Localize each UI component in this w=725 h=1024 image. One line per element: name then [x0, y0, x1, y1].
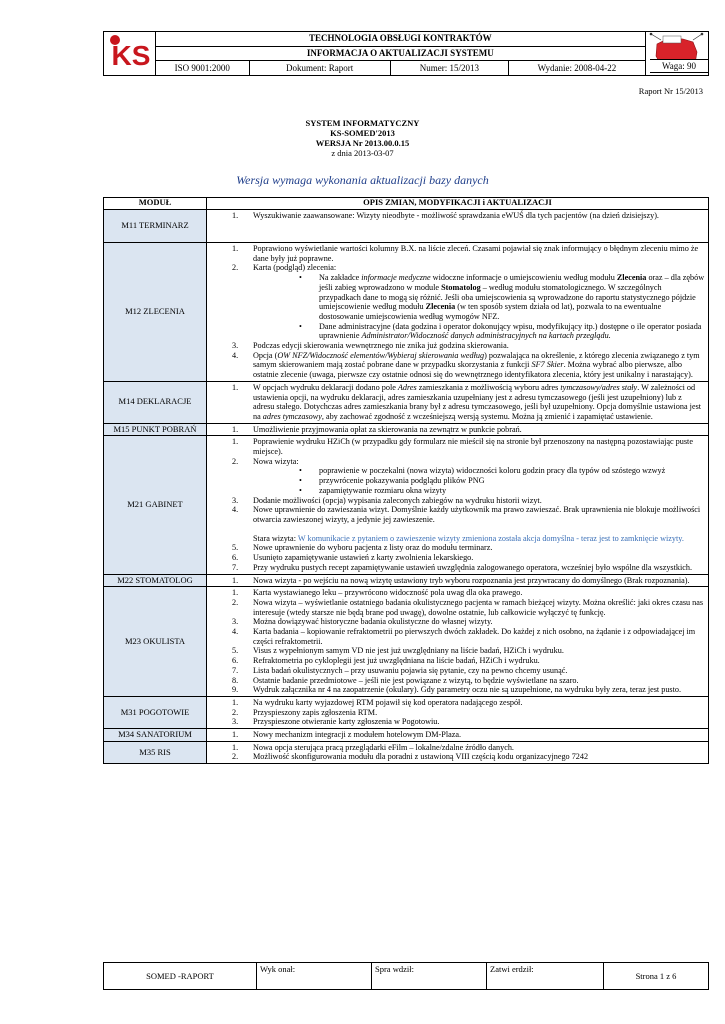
ks-logo-icon: [107, 32, 152, 72]
list-item: 7. Lista badań okulistycznych – przy usuwaniu pojawia się pytanie, czy na pewno chcemy usunąć.: [232, 665, 568, 675]
list-item: 2. Przyspieszony zapis zgłoszenia RTM.: [232, 707, 378, 717]
list-item: 6. Refraktometria po cykloplegii jest już uwzględniana na liście badań, HZiCh i wydruku.: [232, 656, 540, 666]
table-header-row: [104, 198, 709, 210]
list-item: 1. Nowa wizyta - po wejściu na nową wizytę ustawiony tryb wyboru rozpoznania jest przywracany do domyślnego (Brak rozpoznania).: [232, 575, 690, 585]
list-item: 3. Podczas edycji skierowania wewnętrznego nie znika już godzina skierowania.: [232, 341, 509, 351]
header-title-2: INFORMACJA O AKTUALIZACJI SYSTEMU: [155, 46, 645, 61]
module-m22: M22 STOMATOLOG: [104, 574, 207, 587]
system-line1: SYSTEM INFORMATYCZNY: [305, 118, 420, 128]
system-line4: z dnia 2013-03-07: [331, 148, 394, 158]
module-m12: M12 ZLECENIA: [104, 243, 207, 382]
list-item: 6. Usunięto zapamiętywanie ustawień z karty zwolnienia lekarskiego.: [232, 553, 474, 563]
ks-logo: [104, 32, 156, 76]
table-row: [104, 741, 709, 763]
system-line3: WERSJA Nr 2013.00.0.15: [315, 138, 410, 148]
footer-sprawdzil: Spra wdził:: [372, 963, 487, 990]
document-footer: [103, 962, 709, 990]
table-row: [104, 729, 709, 742]
header-numer: Numer: 15/2013: [390, 61, 509, 76]
table-row: [104, 587, 709, 697]
list-item: 1. Wyszukiwanie zaawansowane: Wizyty nieodbyte - możliwość sprawdzania eWUŚ dla tych pacjentów (na dzień dzisiejszy).: [232, 211, 659, 220]
table-row: [104, 423, 709, 436]
bullet-item: • Dane administracyjne (data godzina i operator dokonujący wpisu, modyfikujący itp.) dostępne o ile operator posiada uprawnienie Administrator/Widoczność danych administracyjnych na kartach przeglądu.: [253, 322, 705, 341]
list-item: 8. Ostatnie badanie przedmiotowe – jeśli nie jest powiązane z wizytą, to będzie wyświetlane na szaro.: [232, 675, 579, 685]
header-title-1: TECHNOLOGIA OBSŁUGI KONTRAKTÓW: [155, 32, 645, 47]
table-row: [104, 243, 709, 382]
footer-wykonal: Wyk onał:: [257, 963, 372, 990]
list-item: 2. Nowa wizyta: • poprawienie w poczekalni (nowa wizyta) widoczności koloru godzin pracy dla typów od szóstego wzwyż • przywrócenie pokazywania podglądu plików PNG • zapamiętywanie rozmiaru okna wizyty: [210, 457, 705, 496]
footer-zatwierdzil: Zatwi erdził:: [487, 963, 604, 990]
list-item: 3. Dodanie możliwości (opcja) wypisania zaleconych zabiegów na wydruku historii wizyt.: [232, 495, 542, 505]
document-header: [103, 31, 709, 76]
list-item: 1. Poprawienie wydruku HZiCh (w przypadku gdy formularz nie mieścił się na stronie był przenoszony na następną pozostawiając puste miejsce).: [232, 437, 693, 457]
header-wydanie: Wydanie: 2008-04-22: [509, 61, 646, 76]
list-item: 7. Przy wydruku pustych recept zapamiętywanie ustawień uwzględnia zalogowanego operatora, wcześniej było wspólne dla wszystkich.: [232, 562, 693, 572]
module-m31: M31 POGOTOWIE: [104, 696, 207, 728]
list-item: 4. Karta badania – kopiowanie refraktometrii po pierwszych dwóch zakładek. Do każdej z nich osobno, na żądanie i z odpowiadającej im części refraktometrii.: [232, 627, 696, 646]
footer-left: SOMED -RAPORT: [104, 963, 257, 990]
bullet-item: • przywrócenie pokazywania podglądu plików PNG: [253, 476, 705, 486]
header-iso: ISO 9001:2000: [155, 61, 249, 76]
bullet-item: • zapamiętywanie rozmiaru okna wizyty: [253, 486, 705, 496]
table-row: [104, 436, 709, 574]
list-item: 4. Nowe uprawnienie do zawieszania wizyt. Domyślnie każdy użytkownik ma prawo zawieszać. Brak uprawnienia nie blokuje możliwości otwarcia zawieszonej wizyty, a jedynie jej zawieszenie. Stara wizyta: W komunikacie z pytaniem o zawieszenie wizyty zmieniona została akcja domyślna - teraz jest to zamknięcie wizyty.: [210, 505, 705, 543]
list-item: 3. Przyspieszone otwieranie karty zgłoszenia w Pogotowiu.: [232, 717, 440, 727]
list-item: 1. W opcjach wydruku deklaracji dodano pole Adres zamieszkania z możliwością wyboru adres tymczasowy/adres stały. W zależności od ustawienia opcji, na wydruku deklaracji, adres zamieszkania uzupełniany jest z adresu tymczasowego (jeśli jest uzupełniony) lub z adresu stałego. Dotychczas adres zamieszkania brany był z adresu tymczasowego, jeśli był uzupełniony. Opcja domyślnie ustawiona jest na adres tymczasowy, aby zachować zgodność z wcześniejszą wersją systemu. Można ją zmienić i zapamiętać ustawienie.: [232, 382, 702, 421]
header-dokument: Dokument: Raport: [249, 61, 390, 76]
wersja-note: Wersja wymaga wykonania aktualizacji bazy danych: [236, 173, 489, 187]
raport-number: Raport Nr 15/2013: [638, 86, 703, 96]
module-m35: M35 RIS: [104, 741, 207, 763]
col-modul: MODUŁ: [104, 198, 207, 210]
list-item: 1. Na wydruku karty wyjazdowej RTM pojawił się kod operatora nadającego zespół.: [232, 697, 523, 707]
list-item: 9. Wydruk załącznika nr 4 na zaopatrzenie (okulary). Gdy parametry oczu nie są uzupełnione, na wydruku były zera, teraz jest pusto.: [232, 685, 682, 695]
list-item: 1. Karta wystawianego leku – przywrócono widoczność pola uwag dla oka prawego.: [232, 588, 523, 598]
system-line2: KS-SOMED'2013: [330, 128, 395, 138]
logo-text: KS: [111, 40, 151, 71]
list-item: 1. Nowy mechanizm integracji z modułem hotelowym DM-Plaza.: [232, 730, 462, 740]
module-m23: M23 OKULISTA: [104, 587, 207, 697]
module-m21: M21 GABINET: [104, 436, 207, 574]
list-item: 4. Opcja (OW NFZ/Widoczność elementów/Wybieraj skierowania według) pozwalająca na określenie, z którego zlecenia związanego z tym samym skierowaniem mają zostać pobrane dane w przypadku skorzystania z funkcji SF7 Skier. Można wybrać albo pierwsze, albo ostatnie zlecenie (uwaga, pierwsze czy ostatnie odnosi się do wewnętrznego identyfikatora zlecenia, który jest unikalny i narastający).: [232, 350, 700, 380]
list-item: 5. Nowe uprawnienie do wyboru pacjenta z listy oraz do modułu terminarz.: [232, 543, 493, 553]
stara-wizyta-note: Stara wizyta: W komunikacie z pytaniem o zawieszenie wizyty zmieniona została akcja domyślna - teraz jest to zamknięcie wizyty.: [253, 533, 684, 543]
table-row: [104, 574, 709, 587]
module-m14: M14 DEKLARACJE: [104, 381, 207, 423]
list-item: 2. Karta (podgląd) zlecenia: • Na zakładce informacje medyczne widoczne informacje o umiejscowieniu według modułu Zlecenia oraz – dla zębów jeśli zabieg wprowadzono w module Stomatolog – według modułu stomatologicznego. W szczególnych przypadkach dane to mogą się różnić. Jeśli oba umiejscowienia są wprowadzone do raportu statystycznego pójdzie umiejscowienie według modułu Zlecenia (w ten sposób system działa od lat), pozwala to na ewentualne dostosowanie umiejscowienia według wymogów NFZ. • Dane administracyjne (data godzina i operator dokonujący wpisu, modyfikujący itp.) dostępne o ile operator posiada uprawnienie Administrator/Widoczność danych administracyjnych na kartach przeglądu.: [210, 263, 705, 341]
system-info: [0, 118, 725, 158]
table-row: [104, 210, 709, 243]
module-m34: M34 SANATORIUM: [104, 729, 207, 742]
module-m15: M15 PUNKT POBRAŃ: [104, 423, 207, 436]
list-item: 5. Visus z wypełnionym samym VD nie jest już uwzględniany na liście badań, HZiCh i wydruku.: [232, 646, 564, 656]
footer-strona: Strona 1 z 6: [604, 963, 709, 990]
list-item: 3. Można dowiązywać historyczne badania okulistyczne do własnej wizyty.: [232, 617, 493, 627]
list-item: 1. Poprawiono wyświetlanie wartości kolumny B.X. na liście zleceń. Czasami pojawiał się znak informujący o błędnym zleceniu mimo że dane były już poprawne.: [232, 244, 699, 263]
col-opis: OPIS ZMIAN, MODYFIKACJI i AKTUALIZACJI: [207, 198, 709, 210]
table-row: [104, 381, 709, 423]
changes-table: [103, 197, 709, 764]
list-item: 1. Umożliwienie przyjmowania opłat za skierowania na zewnątrz w punkcie pobrań.: [232, 424, 522, 434]
bullet-item: • poprawienie w poczekalni (nowa wizyta) widoczności koloru godzin pracy dla typów od szóstego wzwyż: [253, 466, 705, 476]
list-item: 2. Nowa wizyta – wyświetlanie ostatniego badania okulistycznego pacjenta w ramach bieżącej wizyty. Można określić: jaki okres czasu nas interesuje (wtedy starsze nie będą brane pod uwagę), dowolne ostatnie, lub całkowicie wyłączyć tę funkcję.: [232, 597, 704, 617]
list-item: 1. Nowa opcja sterująca pracą przeglądarki eFilm – lokalne/zdalne źródło danych.: [232, 742, 514, 752]
bullet-item: • Na zakładce informacje medyczne widoczne informacje o umiejscowieniu według modułu Zlecenia oraz – dla zębów jeśli zabieg wprowadzono w module Stomatolog – według modułu stomatologicznego. W szczególnych przypadkach dane to mogą się różnić. Jeśli oba umiejscowienia są wprowadzone do raportu statystycznego pójdzie umiejscowienie według modułu Zlecenia (w ten sposób system działa od lat), pozwala to na ewentualne dostosowanie umiejscowienia według wymogów NFZ.: [253, 273, 705, 322]
table-row: [104, 696, 709, 728]
list-item: 2. Możliwość skonfigurowania modułu dla poradni z ustawioną VIII częścią kodu organizacyjnego 7242: [232, 752, 589, 762]
header-waga: Waga: 90: [650, 59, 709, 73]
module-m11: M11 TERMINARZ: [104, 210, 207, 243]
